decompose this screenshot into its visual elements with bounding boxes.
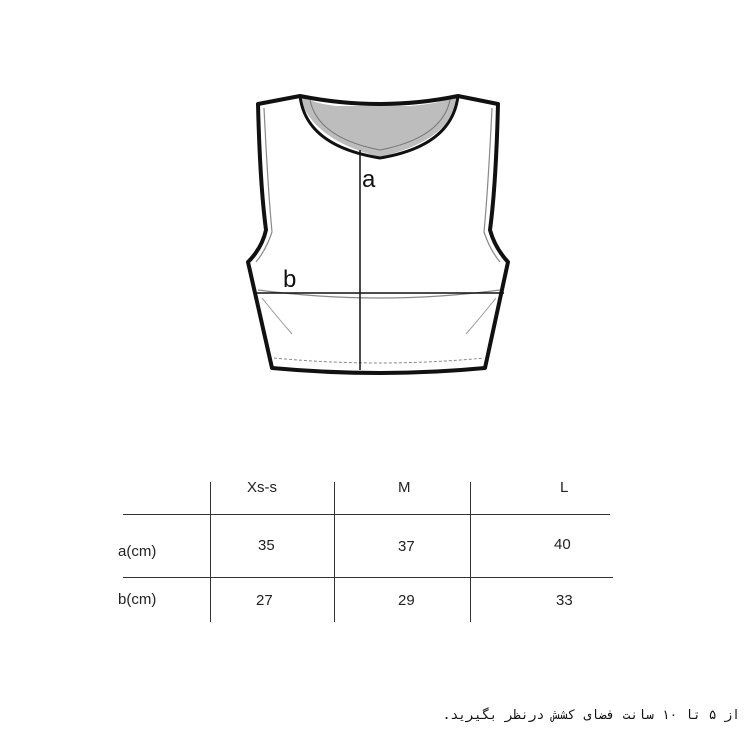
header-size-m: M <box>398 479 411 496</box>
measure-label-a: a <box>362 166 376 193</box>
table-col-divider-1 <box>210 482 211 622</box>
header-size-xs-s: Xs-s <box>247 479 277 496</box>
cell-b-l: 33 <box>556 592 573 609</box>
cell-b-m: 29 <box>398 592 415 609</box>
measure-label-b: b <box>283 266 297 293</box>
table-rule-top <box>123 514 610 515</box>
table-col-divider-2 <box>334 482 335 622</box>
cell-a-m: 37 <box>398 538 415 555</box>
table-rule-middle <box>123 577 613 578</box>
table-col-divider-3 <box>470 482 471 622</box>
stretch-note: از ۵ تا ۱۰ سانت فضای کشش درنظر بگیرید. <box>442 708 740 723</box>
row-label-b: b(cm) <box>118 591 157 608</box>
cell-a-xs-s: 35 <box>258 537 275 554</box>
row-label-a: a(cm) <box>118 543 157 560</box>
cell-a-l: 40 <box>554 536 571 553</box>
header-size-l: L <box>560 479 569 496</box>
cell-b-xs-s: 27 <box>256 592 273 609</box>
